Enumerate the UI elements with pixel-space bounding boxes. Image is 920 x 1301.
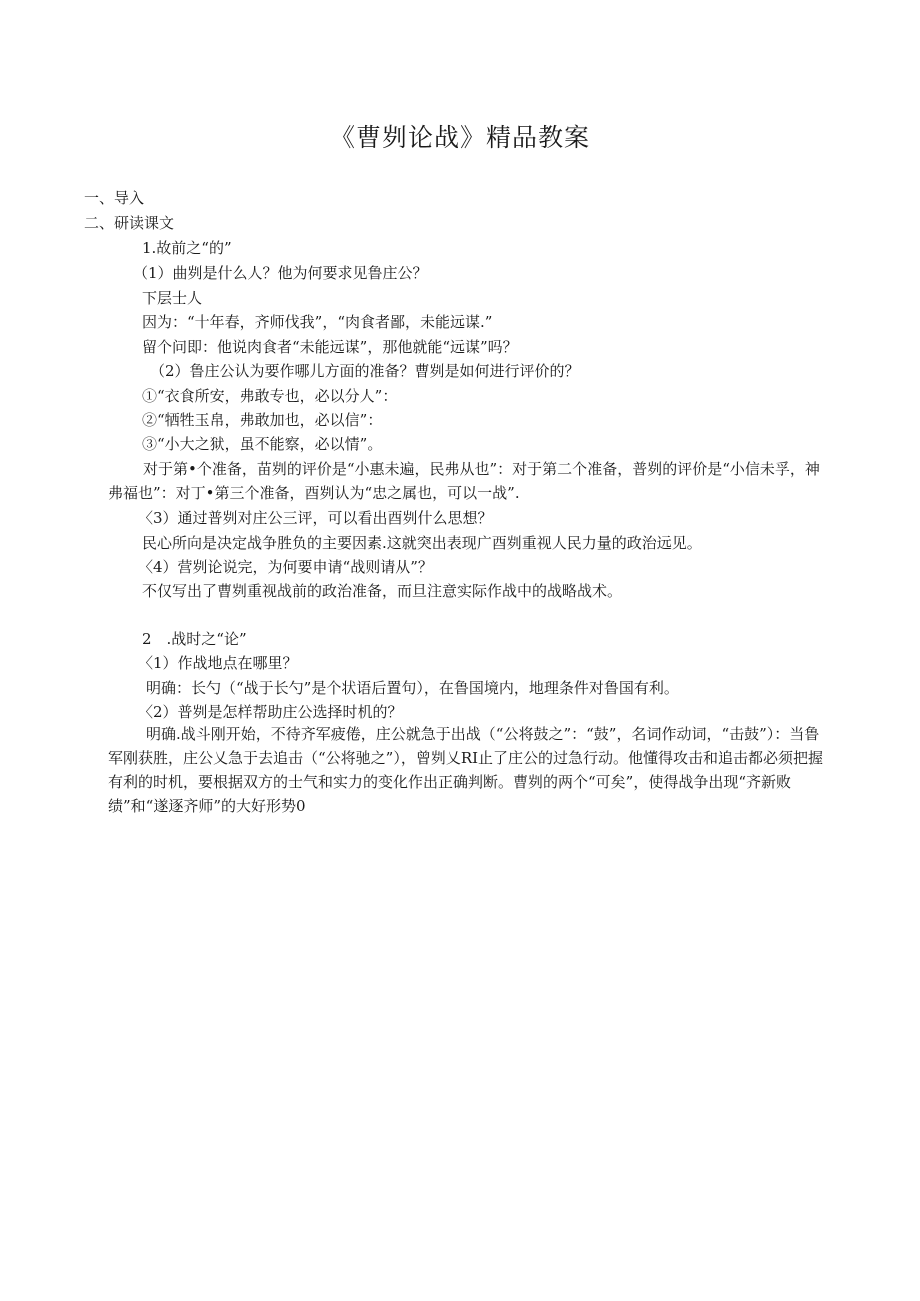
answer-1: 下层士人 (142, 289, 203, 307)
list-item-1: ①“衣食所安，弗敢专也，必以分人”： (142, 387, 398, 405)
evaluation-paragraph: 对于第•个准备，苗刿的评价是“小惠未遍，民弗从也”：对于第二个准备，普刿的评价是“小信未孚，神弗福也”：对丁•第三个准备，酉刿认为“忠之属也，可以一战”. (108, 460, 820, 502)
question-1: （1）曲刿是什么人？他为何要求见鲁庄公？ (133, 264, 428, 282)
question-3: 〈3）通过普刿对庄公三评，可以看出酉刿什么思想？ (138, 509, 493, 527)
question-5: 〈1）作战地点在哪里？ (138, 654, 298, 672)
subsection-heading-during-war: 2 .战时之“论” (142, 630, 247, 648)
section-heading-intro: 一、导入 (84, 189, 145, 207)
answer-1-reason: 因为：“十年春，齐师伐我”，“肉食者鄙，未能远谋.” (142, 313, 493, 331)
timing-paragraph: 明确.战斗刚开始，不待齐军疲倦，庄公就急于出战（“公将鼓之”：“鼓”，名词作动词，“击鼓”）：当鲁军刚获胜，庄公乂急于去追击（“公将驰之”），曾刿乂RI止了庄公的过急行动。他懂得攻击和追击都必须把握有利的时机，要根据双方的士气和实力的变化作出正确判断。曹刿的两个“可矣”，使得战争出现“齐新败绩”和“遂逐齐师”的大好形势0 (108, 725, 824, 815)
question-6: 〈2）普刿是怎样帮助庄公选择时机的？ (138, 703, 403, 721)
answer-1-followup: 留个问即：他说肉食者“未能远谋”，那他就能“远谋”吗？ (142, 338, 518, 356)
subsection-heading-before-war: 1.故前之“的” (142, 239, 232, 257)
list-item-2: ②“牺牲玉帛，弗敢加也，必以信”： (142, 411, 383, 429)
document-title: 《曹刿论战》精品教案 (329, 123, 590, 152)
question-2: （2）鲁庄公认为要作哪儿方面的准备？曹刿是如何进行评价的？ (150, 362, 580, 380)
section-heading-study: 二、研读课文 (84, 214, 175, 232)
answer-5: 明确：长勺（“战于长勺”是个状语后置句），在鲁国境内，地理条件对鲁国有利。 (146, 679, 679, 697)
answer-3: 民心所向是决定战争胜负的主要因素.这就突出表现广酉刿重视人民力量的政治远见。 (142, 534, 702, 552)
answer-4: 不仅写出了曹刿重视战前的政治准备，而旦注意实际作战中的战略战术。 (142, 582, 623, 600)
question-4: 〈4）营刿论说完，为何要申请“战则请从”？ (138, 558, 433, 576)
list-item-3: ③“小大之狱，虽不能察，必以情”。 (142, 435, 383, 453)
